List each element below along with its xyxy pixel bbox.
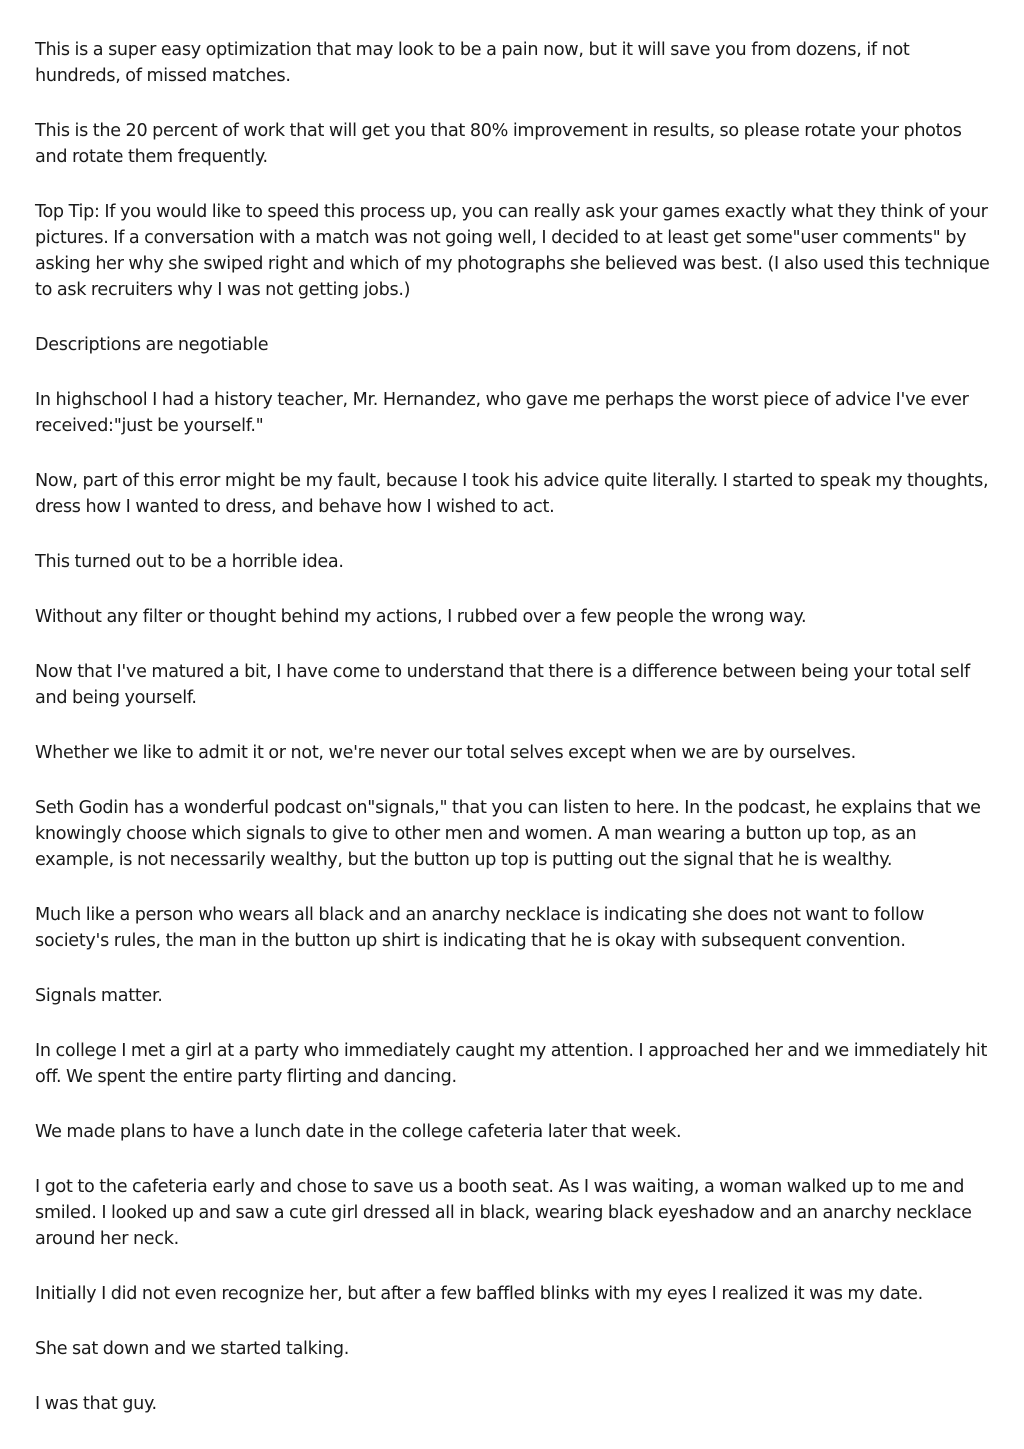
paragraph: Initially I did not even recognize her, but after a few baffled blinks with my eyes I realized it was my date.: [35, 1284, 923, 1304]
paragraph: This is the 20 percent of work that will get you that 80% improvement in results, so please rotate your photos and rotate them frequently.: [35, 121, 962, 167]
paragraph: We made plans to have a lunch date in the college cafeteria later that week.: [35, 1122, 682, 1142]
paragraph: Now, part of this error might be my fault, because I took his advice quite literally. I started to speak my thoughts, dress how I wanted to dress, and behave how I wished to act.: [35, 471, 989, 517]
paragraph: Top Tip: If you would like to speed this process up, you can really ask your games exactly what they think of your pictures. If a conversation with a match was not going well, I decided to at least get some"user comments" by asking her why she swiped right and which of my photographs she believed was best. (I also used this technique to ask recruiters why I was not getting jobs.): [35, 202, 990, 300]
paragraph: In highschool I had a history teacher, Mr. Hernandez, who gave me perhaps the worst piece of advice I've ever received:"just be yourself.": [35, 390, 969, 436]
paragraph: This turned out to be a horrible idea.: [35, 552, 344, 572]
section-heading: Descriptions are negotiable: [35, 335, 269, 355]
paragraph: In college I met a girl at a party who immediately caught my attention. I approached her and we immediately hit off. We spent the entire party flirting and dancing.: [35, 1041, 988, 1087]
paragraph: I was that guy.: [35, 1394, 157, 1414]
paragraph: Now that I've matured a bit, I have come to understand that there is a difference between being your total self and being yourself.: [35, 662, 970, 708]
paragraph: Seth Godin has a wonderful podcast on"signals," that you can listen to here. In the podcast, he explains that we knowingly choose which signals to give to other men and women. A man wearing a button up top, as an example, is not necessarily wealthy, but the button up top is putting out the signal that he is wealthy.: [35, 798, 981, 870]
paragraph: Whether we like to admit it or not, we're never our total selves except when we are by ourselves.: [35, 743, 856, 763]
paragraph: She sat down and we started talking.: [35, 1339, 350, 1359]
paragraph: Signals matter.: [35, 986, 163, 1006]
paragraph: Without any filter or thought behind my actions, I rubbed over a few people the wrong way.: [35, 607, 807, 627]
paragraph: This is a super easy optimization that may look to be a pain now, but it will save you from dozens, if not hundreds, of missed matches.: [35, 40, 910, 86]
paragraph: Much like a person who wears all black and an anarchy necklace is indicating she does not want to follow society's rules, the man in the button up shirt is indicating that he is okay with subsequent convention.: [35, 905, 925, 951]
paragraph: I got to the cafeteria early and chose to save us a booth seat. As I was waiting, a woman walked up to me and smiled. I looked up and saw a cute girl dressed all in black, wearing black eyeshadow and an anarchy necklace around her neck.: [35, 1177, 972, 1249]
